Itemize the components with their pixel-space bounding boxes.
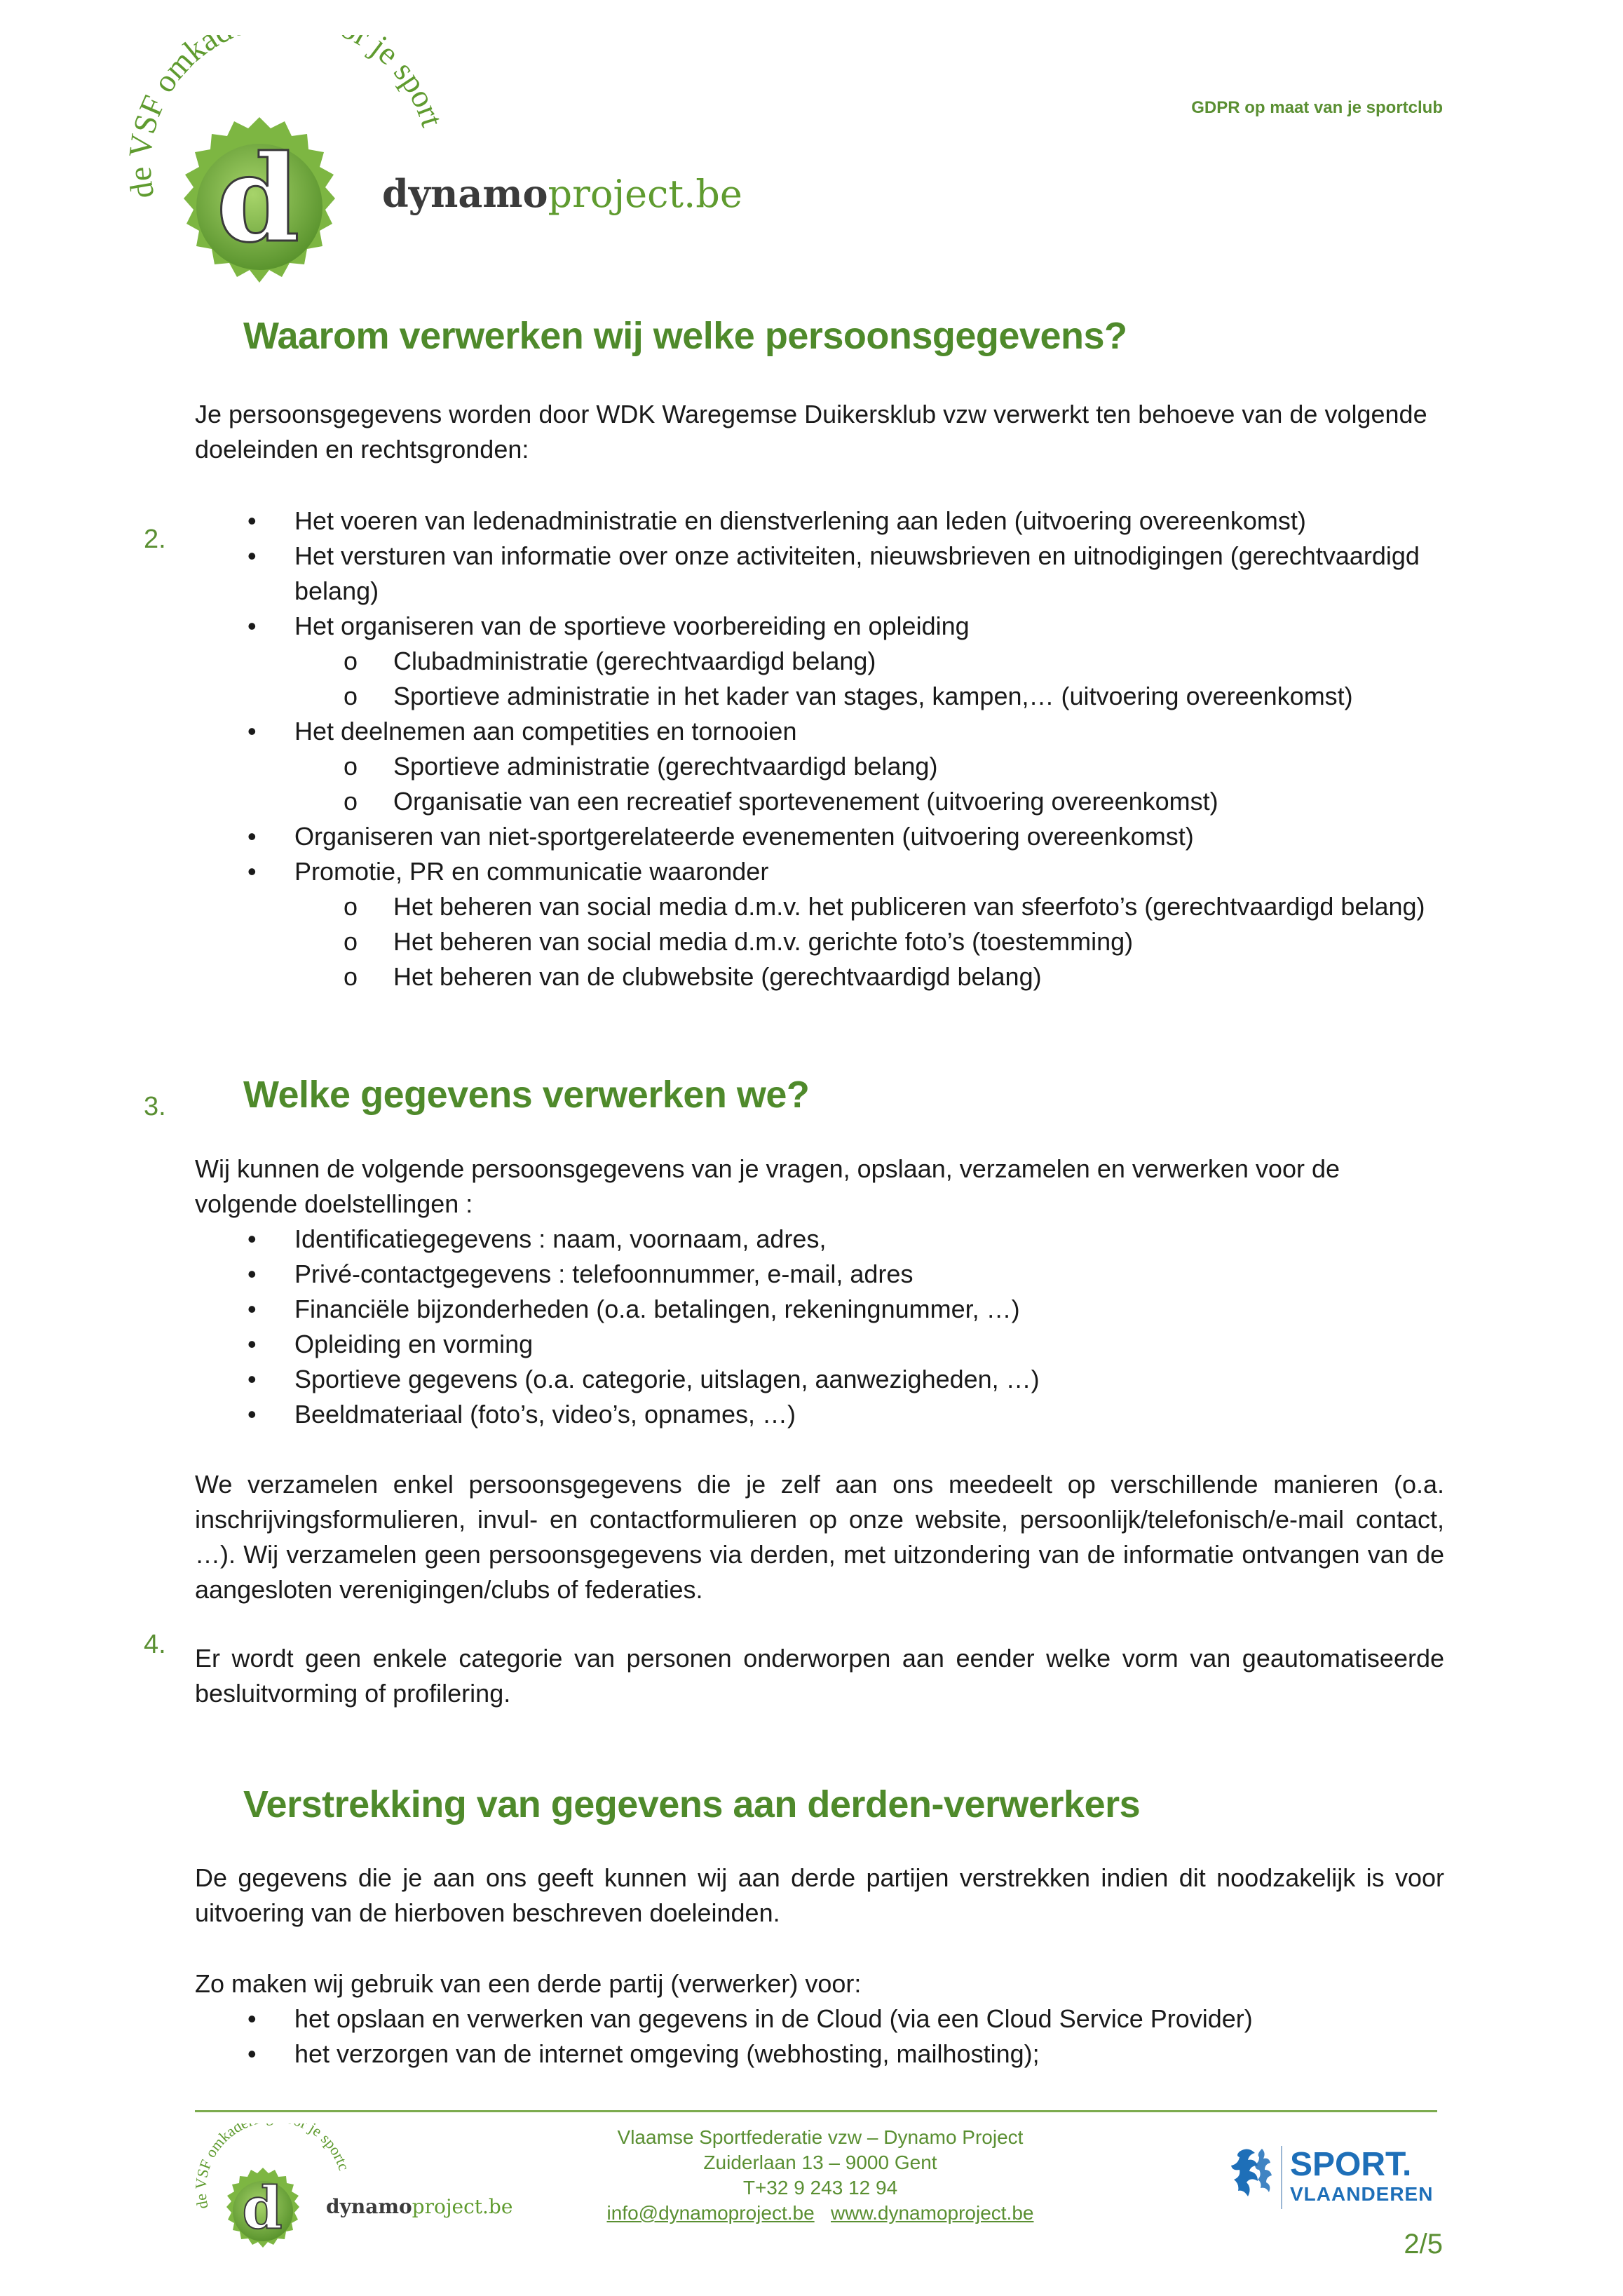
footer-divider [195, 2110, 1437, 2112]
section-intro: Wij kunnen de volgende persoonsgegevens van je vragen, opslaan, verzamelen en verwerken voor de volgende doelstellingen : [195, 1154, 1340, 1218]
list-item: • Sportieve gegevens (o.a. categorie, uitslagen, aanwezigheden, …) [195, 1362, 1444, 1397]
sport-vlaanderen-logo [1225, 2139, 1450, 2216]
list-item: • Het deelnemen aan competities en tornooien [195, 714, 1444, 749]
list-item: • Het voeren van ledenadministratie en dienstverlening aan leden (uitvoering overeenkomst) [195, 504, 1444, 539]
list-item: o Clubadministratie (gerechtvaardigd belang) [195, 644, 1444, 679]
svg-text:de VSF omkadering voor je spor: de VSF omkad je sportc [193, 2123, 353, 2211]
list-item: • het opslaan en verwerken van gegevens in de Cloud (via een Cloud Service Provider) [195, 2001, 1444, 2037]
margin-number: 4. [144, 1630, 166, 1659]
section-title: Verstrekking van gegevens aan derden-verwerkers [243, 1783, 1141, 1825]
list-item: • Promotie, PR en communicatie waaronder [195, 854, 1444, 889]
section-title: Welke gegevens verwerken we? [243, 1074, 810, 1116]
footer-links [505, 2201, 1136, 2226]
margin-number: 2. [144, 525, 166, 554]
list-item: • Financiële bijzonderheden (o.a. betalingen, rekeningnummer, …) [195, 1292, 1444, 1327]
svg-text:d: d [216, 129, 300, 269]
list-item: • Opleiding en vorming [195, 1327, 1444, 1362]
list-item: o Het beheren van social media d.m.v. gerichte foto’s (toestemming) [195, 924, 1444, 959]
svg-text:de VSF omkadering voor je spor: de VSF omka je sport [121, 35, 451, 202]
footer-website-link[interactable]: www.dynamoproject.be [831, 2202, 1034, 2224]
footer-logo [193, 2123, 515, 2257]
margin-number: 3. [144, 1092, 166, 1121]
dynamo-logo-small-graphic [193, 2123, 515, 2257]
svg-text:dynamoproject.be: dynamoproject.be [382, 171, 742, 216]
list-item: • Organiseren van niet-sportgerelateerde evenementen (uitvoering overeenkomst) [195, 819, 1444, 854]
data-categories-list [195, 1222, 1444, 1432]
list-item: o Sportieve administratie in het kader van stages, kampen,… (uitvoering overeenkomst) [195, 679, 1444, 714]
profiling-paragraph: Er wordt geen enkele categorie van personen onderworpen aan eender welke vorm van geautomatiseerde besluitvorming of profilering. [195, 1644, 1444, 1708]
section-paragraph: De gegevens die je aan ons geeft kunnen wij aan derde partijen verstrekken indien dit noodzakelijk is voor uitvoering van de hierboven beschreven doeleinden. [195, 1863, 1444, 1927]
list-item: o Het beheren van de clubwebsite (gerechtvaardigd belang) [195, 959, 1444, 994]
sport-vlaanderen-graphic [1225, 2139, 1450, 2216]
list-item: o Sportieve administratie (gerechtvaardigd belang) [195, 749, 1444, 784]
header-logo [116, 35, 747, 302]
list-item: • Identificatiegegevens : naam, voornaam, adres, [195, 1222, 1444, 1257]
section-intro: Je persoonsgegevens worden door WDK Waregemse Duikersklub vzw verwerkt ten behoeve van de volgende doeleinden en rechtsgronden: [195, 400, 1427, 464]
footer-address [505, 2125, 1136, 2226]
section-paragraph: Zo maken wij gebruik van een derde partij (verwerker) voor: [195, 1969, 862, 1998]
section-title: Waarom verwerken wij welke persoonsgegevens? [243, 315, 1127, 357]
list-item: • het verzorgen van de internet omgeving (webhosting, mailhosting); [195, 2037, 1444, 2072]
lion-icon [1231, 2149, 1272, 2196]
list-item: • Het organiseren van de sportieve voorbereiding en opleiding [195, 609, 1444, 644]
collection-paragraph: We verzamelen enkel persoonsgegevens die je zelf aan ons meedeelt op verschillende manieren (o.a. inschrijvingsformulieren, invul- en contactformulieren op onze website, persoonlijk/telefonisch/e-mail contact, …). Wij verzamelen geen persoonsgegevens via derden, met uitzondering van de informatie ontvangen van de aangesloten verenigingen/clubs of federaties. [195, 1470, 1444, 1604]
svg-text:dynamoproject.be: dynamoproject.be [326, 2195, 513, 2218]
svg-text:VLAANDEREN: VLAANDEREN [1290, 2183, 1434, 2205]
svg-text:SPORT.: SPORT. [1290, 2146, 1412, 2183]
list-item: o Het beheren van social media d.m.v. het publiceren van sfeerfoto’s (gerechtvaardigd belang) [195, 889, 1444, 924]
footer-line-org: Vlaamse Sportfederatie vzw – Dynamo Project [617, 2126, 1024, 2148]
footer-email-link[interactable]: info@dynamoproject.be [606, 2202, 815, 2224]
header-tagline: GDPR op maat van je sportclub [1191, 98, 1443, 117]
page-number: 2/5 [1404, 2229, 1443, 2260]
list-item: • Het versturen van informatie over onze activiteiten, nieuwsbrieven en uitnodigingen (gerechtvaardigd belang) [195, 539, 1444, 609]
list-item: o Organisatie van een recreatief sportevenement (uitvoering overeenkomst) [195, 784, 1444, 819]
processors-list [195, 2001, 1444, 2072]
footer-line-phone: T+32 9 243 12 94 [742, 2177, 898, 2199]
dynamo-logo-graphic [116, 35, 747, 302]
footer-line-street: Zuiderlaan 13 – 9000 Gent [703, 2152, 937, 2173]
svg-text:d: d [242, 2175, 283, 2242]
purposes-list [195, 504, 1444, 994]
list-item: • Beeldmateriaal (foto’s, video’s, opnames, …) [195, 1397, 1444, 1432]
list-item: • Privé-contactgegevens : telefoonnummer, e-mail, adres [195, 1257, 1444, 1292]
